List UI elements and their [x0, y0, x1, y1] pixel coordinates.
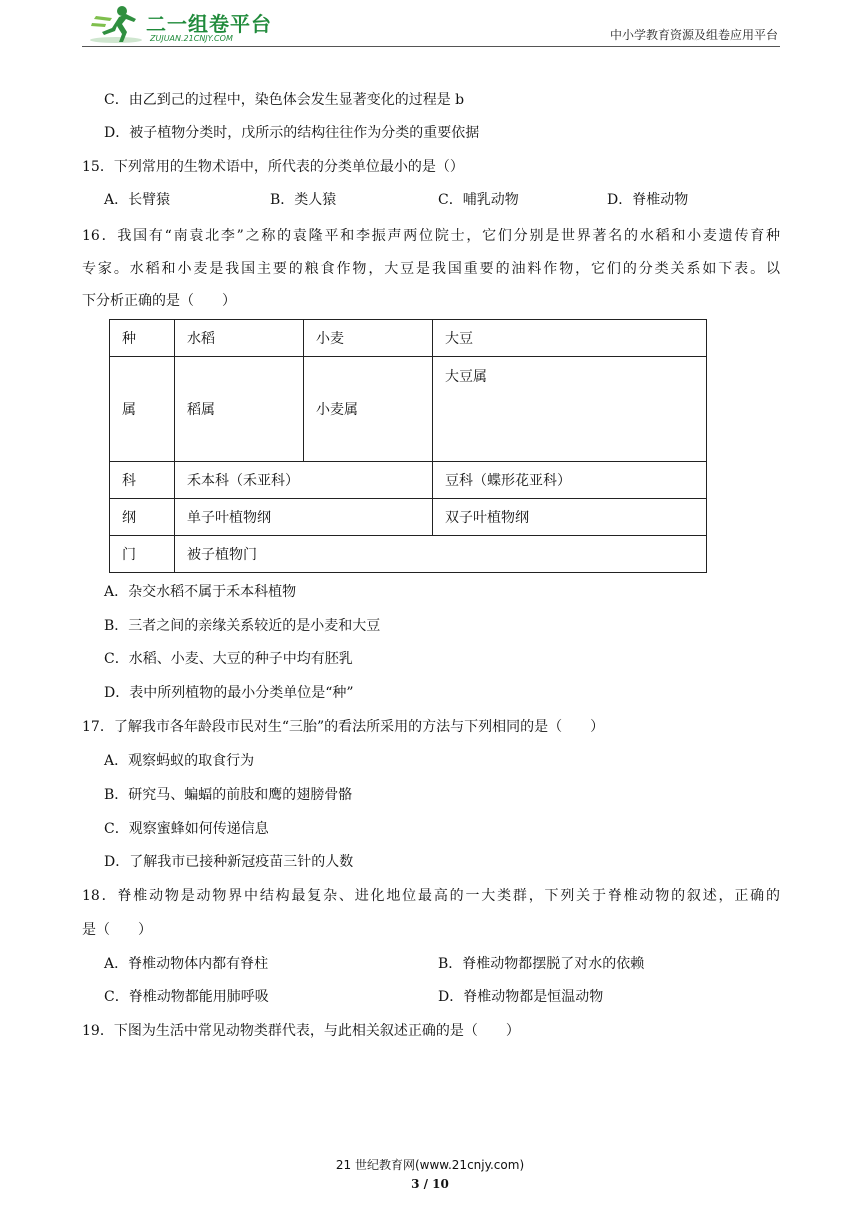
q17-option-c: C．观察蜜蜂如何传递信息	[104, 821, 269, 837]
q18-option-d: D．脊椎动物都是恒温动物	[438, 989, 604, 1005]
page-number: 3 / 10	[411, 1177, 449, 1191]
table-cell: 被子植物门	[175, 536, 707, 573]
table-row-phylum	[110, 536, 707, 573]
runner-logo-icon	[86, 4, 144, 44]
table-cell: 门	[110, 536, 175, 573]
classification-table	[109, 319, 707, 573]
q16-stem-line-3: 下分析正确的是（ ）	[82, 293, 236, 309]
table-cell: 水稻	[175, 320, 304, 357]
q16-option-d: D．表中所列植物的最小分类单位是“种”	[104, 685, 354, 701]
table-cell: 属	[110, 357, 175, 462]
q17-option-a: A．观察蚂蚁的取食行为	[104, 753, 255, 769]
table-cell: 稻属	[175, 357, 304, 462]
q18-option-c: C．脊椎动物都能用肺呼吸	[104, 989, 269, 1005]
q16-option-b: B．三者之间的亲缘关系较近的是小麦和大豆	[104, 618, 381, 634]
table-cell: 禾本科（禾亚科）	[175, 462, 433, 499]
q18-option-b: B．脊椎动物都摆脱了对水的依赖	[438, 956, 645, 972]
logo-title: 二一组卷平台	[146, 12, 272, 36]
q19-stem: 19．下图为生活中常见动物类群代表，与此相关叙述正确的是（ ）	[82, 1023, 520, 1039]
q16-option-a: A．杂交水稻不属于禾本科植物	[104, 584, 297, 600]
q15-stem: 15．下列常用的生物术语中，所代表的分类单位最小的是（）	[82, 159, 464, 175]
table-row-class	[110, 499, 707, 536]
table-cell: 单子叶植物纲	[175, 499, 433, 536]
footer-site: 21 世纪教育网(www.21cnjy.com)	[335, 1158, 525, 1172]
q15-option-d: D．脊椎动物	[607, 192, 689, 208]
site-logo	[86, 4, 286, 44]
q17-option-b: B．研究马、蝙蝠的前肢和鹰的翅膀骨骼	[104, 787, 353, 803]
q14-option-d: D．被子植物分类时，戊所示的结构往往作为分类的重要依据	[104, 125, 480, 141]
table-cell: 小麦	[304, 320, 433, 357]
table-cell: 科	[110, 462, 175, 499]
q15-option-b: B．类人猿	[270, 192, 337, 208]
q16-option-c: C．水稻、小麦、大豆的种子中均有胚乳	[104, 651, 353, 667]
header-platform-label: 中小学教育资源及组卷应用平台	[609, 28, 778, 42]
table-row-species	[110, 320, 707, 357]
q18-stem-line-1: 18．脊椎动物是动物界中结构最复杂、进化地位最高的一大类群，下列关于脊椎动物的叙述，正确的	[82, 888, 780, 904]
q18-stem-line-2: 是（ ）	[82, 922, 152, 938]
q15-option-a: A．长臂猿	[104, 192, 171, 208]
table-cell: 双子叶植物纲	[433, 499, 707, 536]
table-cell: 大豆	[433, 320, 707, 357]
q17-stem: 17．了解我市各年龄段市民对生“三胎”的看法所采用的方法与下列相同的是（ ）	[82, 719, 605, 735]
q18-option-a: A．脊椎动物体内都有脊柱	[104, 956, 269, 972]
table-row-family	[110, 462, 707, 499]
table-cell: 纲	[110, 499, 175, 536]
q15-option-c: C．哺乳动物	[438, 192, 519, 208]
q16-stem-line-2: 专家。水稻和小麦是我国主要的粮食作物，大豆是我国重要的油料作物，它们的分类关系如下表。以	[82, 261, 780, 277]
table-cell: 大豆属	[433, 357, 707, 462]
table-cell: 种	[110, 320, 175, 357]
logo-subtitle: ZUJUAN.21CNJY.COM	[150, 34, 233, 43]
q16-stem-line-1: 16．我国有“南袁北李”之称的袁隆平和李振声两位院士，它们分别是世界著名的水稻和小麦遗传育种	[82, 228, 780, 244]
q14-option-c: C．由乙到己的过程中，染色体会发生显著变化的过程是 b	[104, 92, 465, 108]
table-cell: 豆科（蝶形花亚科）	[433, 462, 707, 499]
page-header	[82, 0, 780, 47]
q17-option-d: D．了解我市已接种新冠疫苗三针的人数	[104, 854, 354, 870]
table-row-genus	[110, 357, 707, 462]
table-cell: 小麦属	[304, 357, 433, 462]
